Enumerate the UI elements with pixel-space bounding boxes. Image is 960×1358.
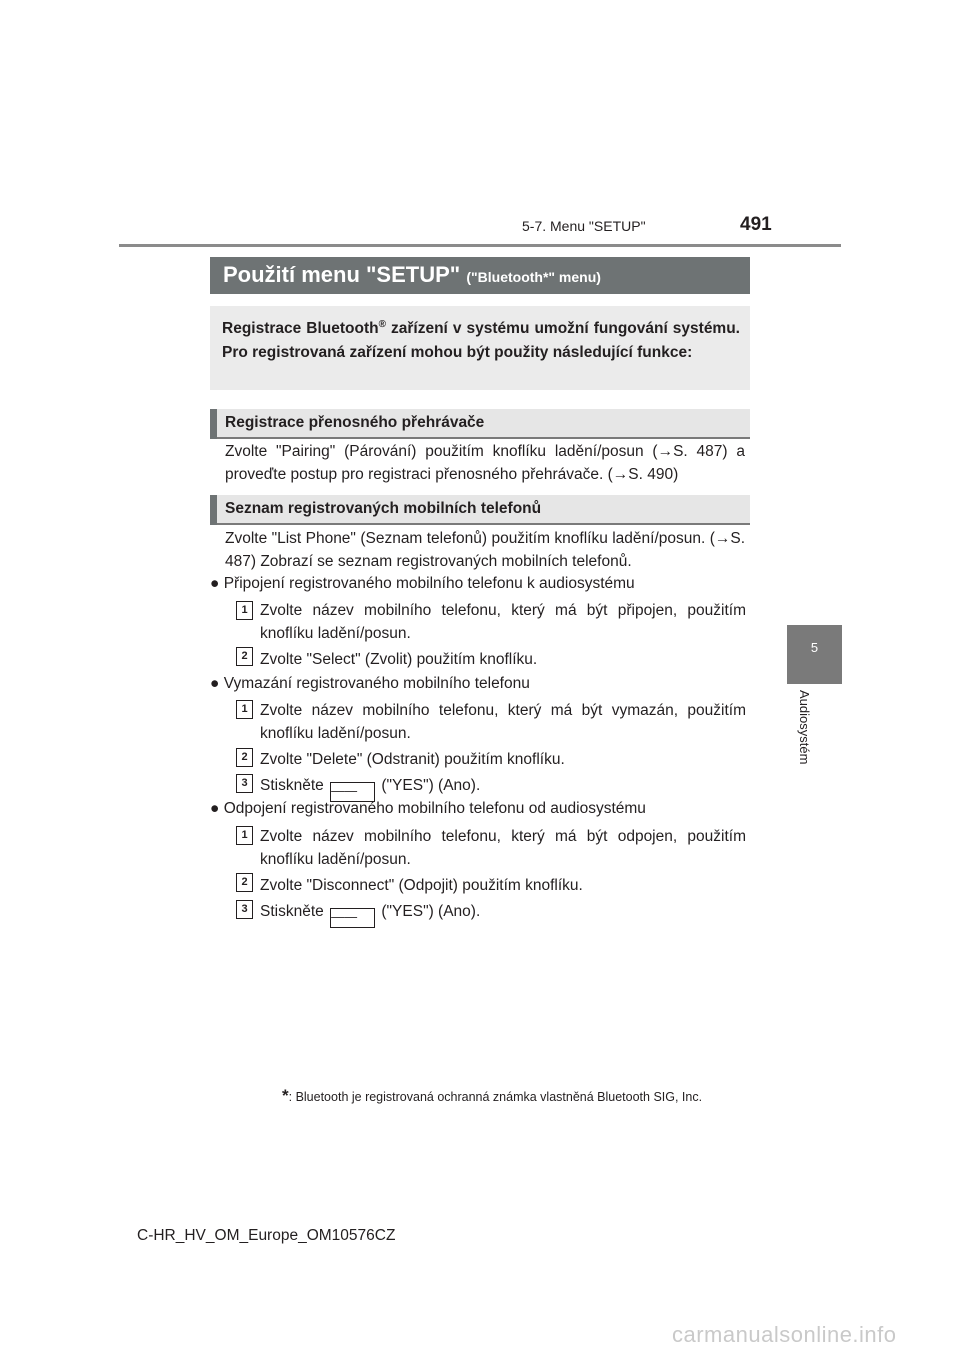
step-text: Zvolte "Disconnect" (Odpojit) použitím knoflíku.: [260, 877, 583, 894]
section-header: 5-7. Menu "SETUP": [522, 218, 646, 234]
watermark: carmanualsonline.info: [672, 1322, 897, 1347]
step-text: Zvolte název mobilního telefonu, který má být vymazán, použitím knoflíku ladění/posun.: [260, 702, 746, 742]
step-number-badge: 3: [236, 900, 253, 919]
footnote-text: : Bluetooth je registrovaná ochranná známka vlastněná Bluetooth SIG, Inc.: [288, 1090, 703, 1104]
section2-text: Zvolte "List Phone" (Seznam telefonů) použitím knoflíku ladění/posun. (→S. 487) Zobrazí se seznam registrovaných mobilních telefonů.: [225, 530, 745, 570]
page-title: [223, 262, 601, 288]
step-text-post: ("YES") (Ano).: [381, 777, 481, 794]
bullet-icon: ●: [210, 800, 220, 817]
page-number: 491: [740, 214, 772, 235]
intro-text: [222, 313, 740, 365]
step-number-badge: 2: [236, 647, 253, 666]
title-main: Použití menu "SETUP": [223, 262, 461, 287]
step-text: Zvolte "Select" (Zvolit) použitím knoflíku.: [260, 651, 538, 668]
footnote: [282, 1086, 702, 1106]
section2-heading: Seznam registrovaných mobilních telefonů: [225, 500, 542, 517]
step-text-post: ("YES") (Ano).: [381, 903, 481, 920]
step-text-pre: Stiskněte: [260, 777, 324, 794]
step-number-badge: 3: [236, 774, 253, 793]
list-item: [210, 675, 530, 693]
bullet-icon: ●: [210, 575, 220, 592]
chapter-number: 5: [810, 640, 819, 655]
section1-heading: Registrace přenosného přehrávače: [225, 414, 485, 431]
section-heading-accent: [210, 409, 217, 439]
yes-button-icon: ——: [330, 782, 375, 802]
step-text: Zvolte název mobilního telefonu, který má být odpojen, použitím knoflíku ladění/posun.: [260, 828, 746, 868]
section-heading-accent: [210, 495, 217, 525]
list-item: [210, 800, 646, 818]
intro-post: zařízení v systému umožní fungování systému. Pro registrovaná zařízení mohou být použity následující funkce:: [222, 320, 740, 362]
bullet-icon: ●: [210, 675, 220, 692]
group-title: Připojení registrovaného mobilního telefonu k audiosystému: [223, 575, 635, 592]
group-title: Vymazání registrovaného mobilního telefonu: [223, 675, 530, 692]
chapter-label: Audiosystém: [797, 690, 812, 765]
title-sub: ("Bluetooth*" menu): [466, 269, 601, 285]
step-text: Zvolte "Delete" (Odstranit) použitím knoflíku.: [260, 751, 565, 768]
step-text-pre: Stiskněte: [260, 903, 324, 920]
step-text: [260, 900, 746, 928]
registered-mark: ®: [378, 319, 386, 330]
intro-pre: Registrace Bluetooth: [222, 320, 379, 338]
step-text: Zvolte název mobilního telefonu, který má být připojen, použitím knoflíku ladění/posun.: [260, 602, 746, 642]
document-id: C-HR_HV_OM_Europe_OM10576CZ: [137, 1227, 396, 1244]
step-number-badge: 1: [236, 700, 253, 719]
step-number-badge: 1: [236, 601, 253, 620]
header-divider: [119, 244, 841, 247]
step-number-badge: 1: [236, 826, 253, 845]
step-number-badge: 2: [236, 873, 253, 892]
yes-button-icon: ——: [330, 908, 375, 928]
group-title: Odpojení registrovaného mobilního telefonu od audiosystému: [223, 800, 646, 817]
section1-text: Zvolte "Pairing" (Párování) použitím knoflíku ladění/posun (→S. 487) a proveďte postup pro registraci přenosného přehrávače. (→S. 490): [225, 443, 745, 483]
footnote-star: *: [282, 1086, 289, 1105]
step-number-badge: 2: [236, 748, 253, 767]
list-item: [210, 575, 635, 593]
step-text: [260, 774, 746, 802]
